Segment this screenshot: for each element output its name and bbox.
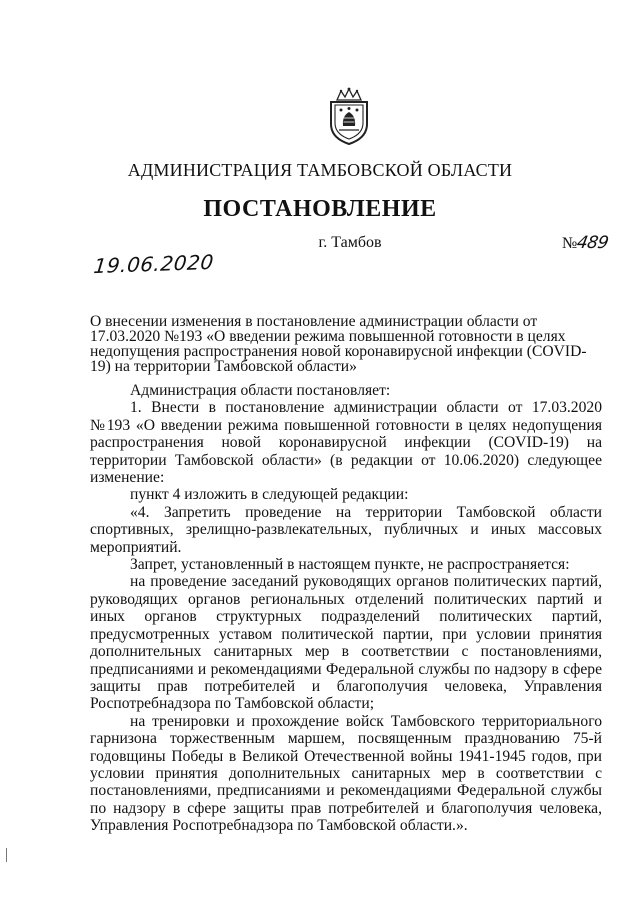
scan-margin-mark bbox=[6, 848, 7, 862]
body-paragraph: на тренировки и прохождение войск Тамбовского территориального гарнизона торжественным маршем, посвященным празднованию 75-й годовщины Победы в Великой Отечественной войны 1941-1945 годов, при условии принятия дополнительных санитарных мер в соответствии с постановлениями, предписаниями и рекомендациями Федеральной службы по надзору в сфере защиты прав потребителей и благополучия человека, Управления Роспотребнадзора по Тамбовской области.». bbox=[90, 712, 602, 835]
organization-title: АДМИНИСТРАЦИЯ ТАМБОВСКОЙ ОБЛАСТИ bbox=[127, 160, 513, 180]
body-paragraph: 1. Внести в постановление администрации области от 17.03.2020 №193 «О введении режима повышенной готовности в целях недопущения распространения новой коронавирусной инфекции (COVID-19) на территории Тамбовской области» (в редакции от 10.06.2020) следующее изменение: bbox=[90, 399, 602, 487]
document-number bbox=[562, 233, 608, 253]
number-prefix: № bbox=[562, 235, 578, 252]
document-date: 19.06.2020 bbox=[92, 249, 216, 279]
document-body bbox=[90, 382, 602, 835]
body-paragraph: пункт 4 изложить в следующей редакции: bbox=[130, 486, 409, 504]
body-paragraph: Запрет, установленный в настоящем пункте, не распространяется: bbox=[130, 556, 570, 574]
city-label: г. Тамбов bbox=[318, 234, 382, 251]
body-paragraph: Администрация области постановляет: bbox=[130, 382, 391, 399]
body-paragraph: «4. Запретить проведение на территории Тамбовской области спортивных, зрелищно-развлекательных, публичных и иных массовых мероприятий. bbox=[90, 503, 602, 556]
coat-of-arms-icon bbox=[325, 86, 373, 146]
number-value: 489 bbox=[575, 233, 610, 253]
document-subject: О внесении изменения в постановление администрации области от 17.03.2020 №193 «О введении режима повышенной готовности в целях недопущения распространения новой коронавирусной инфекции (COVID-19) на территории Тамбовской области» bbox=[90, 313, 587, 375]
body-paragraph: на проведение заседаний руководящих органов политических партий, руководящих органов региональных отделений политических партий и иных органов структурных подразделений политических партий, предусмотренных уставом политической партии, при условии принятия дополнительных санитарных мер в соответствии с постановлениями, предписаниями и рекомендациями Федеральной службы по надзору в сфере защиты прав потребителей и благополучия человека, Управления Роспотребнадзора по Тамбовской области; bbox=[90, 573, 602, 713]
document-type-heading: ПОСТАНОВЛЕНИЕ bbox=[203, 196, 437, 222]
